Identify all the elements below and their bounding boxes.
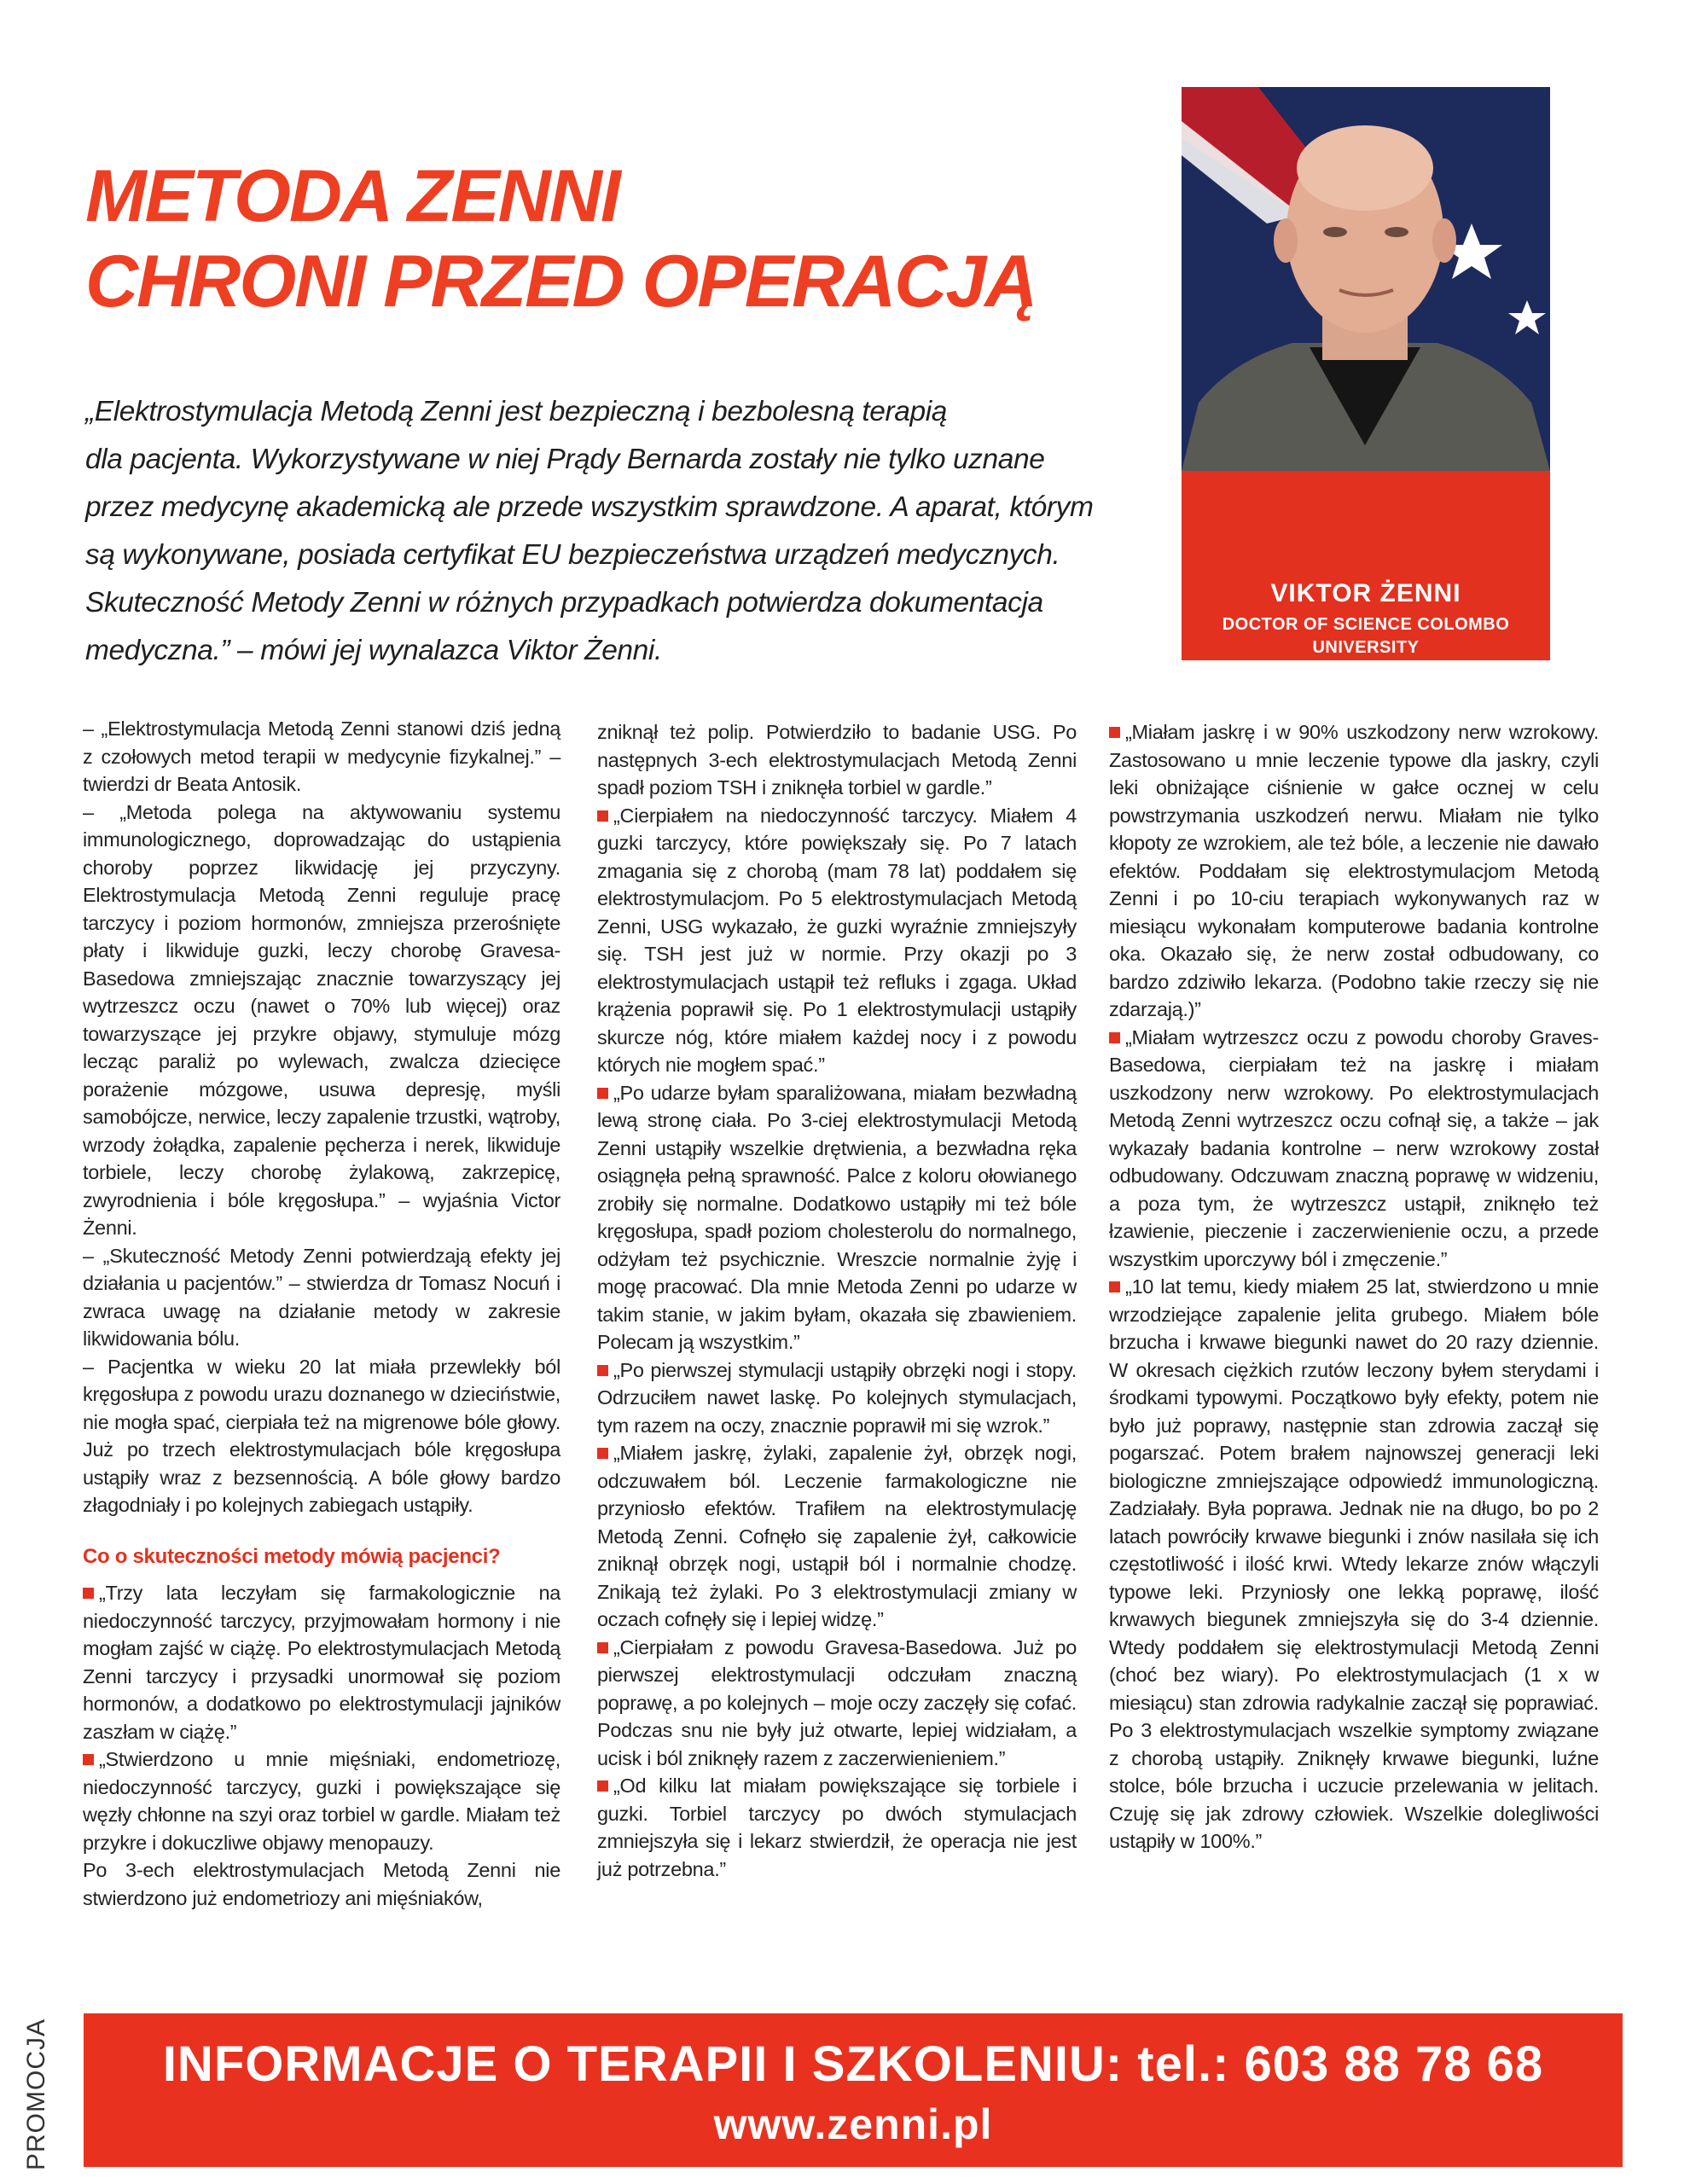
lead-quote: [85, 388, 1177, 675]
testimonial-text: „Od kilku lat miałam powiększające się torbiele i guzki. Torbiel tarczycy po dwóch stymulacjach zmniejszyła się i lekarz stwierdził, że operacja nie jest już potrzebna.”: [597, 1774, 1077, 1880]
testimonial-text: „Cierpiałam z powodu Gravesa-Basedowa. Już po pierwszej elektrostymulacji odczułam znaczną poprawę, a po kolejnych – moje oczy zaczęły się cofać. Podczas snu nie były już otwarte, lepiej widziałam, a ucisk i ból zniknęły razem z zaczerwienieniem.”: [597, 1635, 1077, 1769]
lead-line: są wykonywane, posiada certyfikat EU bezpieczeństwa urządzeń medycznych.: [85, 539, 1060, 571]
paragraph: Po 3-ech elektrostymulacjach Metodą Zenni nie stwierdzono już endometriozy ani mięśniaków,: [83, 1859, 560, 1909]
testimonial: [1109, 718, 1599, 1024]
bullet-square-icon: [83, 1588, 94, 1599]
portrait-photo: [1182, 87, 1550, 471]
title-line-2: CHRONI PRZED OPERACJĄ: [85, 241, 1037, 322]
banner-phone-line: INFORMACJE O TERAPII I SZKOLENIU: tel.: 603 88 78 68: [162, 2036, 1544, 2092]
portrait-caption: [1182, 473, 1550, 711]
bullet-square-icon: [597, 1780, 608, 1792]
testimonial: [597, 1634, 1077, 1773]
banner-website-link[interactable]: www.zenni.pl: [713, 2100, 993, 2148]
testimonial-text: „Po pierwszej stymulacji ustąpiły obrzęki nogi i stopy. Odrzuciłem nawet laskę. Po kolejnych stymulacjach, tym razem na oczy, znacznie poprawił mi się wzrok.”: [597, 1358, 1077, 1437]
testimonial: [1109, 1273, 1599, 1856]
bullet-square-icon: [597, 810, 608, 822]
lead-line: Skuteczność Metody Zenni w różnych przypadkach potwierdza dokumentacja: [85, 587, 1043, 619]
testimonial: [597, 1439, 1077, 1634]
title-line-1: METODA ZENNI: [85, 155, 619, 237]
person-name: VIKTOR ŻENNI: [1270, 579, 1461, 607]
paragraph: zniknął też polip. Potwierdziło to badanie USG. Po następnych 3-ech elektrostymulacjach Metodą Zenni spadł poziom TSH i zniknęła torbiel w gardle.”: [597, 721, 1077, 799]
testimonial: [1109, 1024, 1599, 1274]
testimonial-text: „Cierpiałem na niedoczynność tarczycy. Miałem 4 guzki tarczycy, które powiększały się. Po 7 latach zmagania się z chorobą (mam 78 lat) poddałem się elektrostymulacjom. Po 5 elektrostymulacjach Metodą Zenni, USG wykazało, że guzki wyraźnie zmniejszyły się. TSH jest już w normie. Przy okazji po 3 elektrostymulacjach ustąpił też refluks i zgaga. Układ krążenia poprawił się. Po 1 elektrostymulacji ustąpiły skurcze nóg, które miałem każdej nocy i z powodu których nie mogłem spać.”: [597, 804, 1077, 1076]
bullet-square-icon: [83, 1754, 94, 1765]
portrait-box: [1182, 87, 1550, 708]
bullet-square-icon: [1109, 727, 1120, 738]
paragraph: – „Elektrostymulacja Metodą Zenni stanowi dziś jedną z czołowych metod terapii w medycynie fizykalnej.” – twierdzi dr Beata Antosik.: [83, 717, 560, 795]
testimonial: [597, 1772, 1077, 1883]
bullet-square-icon: [597, 1088, 608, 1099]
testimonial-text: „10 lat temu, kiedy miałem 25 lat, stwierdzono u mnie wrzodziejące zapalenie jelita grubego. Miałem bóle brzucha i krwawe biegunki nawet do 20 razy dziennie. W okresach ciężkich rzutów leczony byłem sterydami i środkami typowymi. Początkowo były efekty, potem nie było już poprawy, następnie stan zdrowia zaczął się pogarszać. Potem brałem najnowszej generacji leki biologiczne zmniejszające odpowiedź immunologiczną. Zadziałały. Była poprawa. Jednak nie na długo, bo po 2 latach powróciły krwawe biegunki i znów nasilała się ich częstotliwość i ilość krwi. Wtedy lekarze znów włączyli typowe leki. Przyniosły one lekką poprawę, ilość krwawych biegunek zmniejszyła się do 3-4 dziennie. Wtedy poddałem się elektrostymulacji Metodą Zenni (choć bez wiary). Po elektrostymulacjach (1 x w miesiącu) stan zdrowia radykalnie zaczął się poprawiać. Po 3 elektrostymulacjach wszelkie symptomy związane z chorobą ustąpiły. Zniknęły krwawe biegunki, luźne stolce, bóle brzucha i uczucie przelewania w jelitach. Czuję się jak zdrowy człowiek. Wszelkie dolegliwości ustąpiły w 100%.”: [1109, 1275, 1599, 1852]
promo-label-text: PROMOCJA: [22, 2018, 50, 2171]
column-2: [597, 718, 1077, 1883]
testimonial-text: „Stwierdzono u mnie mięśniaki, endometriozę, niedoczynność tarczycy, guzki i powiększające się węzły chłonne na szyi oraz torbiel w gardle. Miałam też przykre i dokuczliwe objawy menopauzy.: [83, 1748, 560, 1854]
testimonial-text: „Miałam wytrzeszcz oczu z powodu choroby Graves-Basedowa, cierpiałam też na jaskrę i miałam uszkodzony nerw wzrokowy. Po elektrostymulacjach Metodą Zenni wytrzeszcz oczu cofnął się, a także – jak wykazały badania kontrolne – nerw wzrokowy został odbudowany. Odczuwam znaczną poprawę w widzeniu, a poza tym, że wytrzeszcz ustąpił, zniknęło też łzawienie, pieczenie i zaczerwienienie oczu, a przede wszystkim uporczywy ból i zmęczenie.”: [1109, 1025, 1599, 1270]
testimonial-text: „Miałem jaskrę, żylaki, zapalenie żył, obrzęk nogi, odczuwałem ból. Leczenie farmakologiczne nie przyniosło efektów. Trafiłem na elektrostymulację Metodą Zenni. Cofnęło się zapalenie żył, całkowicie zniknął obrzęk nogi, ustąpił ból i normalnie chodzę. Znikają też żylaki. Po 3 elektrostymulacji zmiany w oczach cofnęły się i lepiej widzę.”: [597, 1442, 1077, 1630]
bullet-square-icon: [1109, 1281, 1120, 1292]
paragraph: – „Skuteczność Metody Zenni potwierdzają efekty jej działania u pacjentów.” – stwierdza dr Tomasz Nocuń i zwraca uwagę na działanie metody w zakresie likwidowania bólu.: [83, 1244, 560, 1350]
article-title: [85, 154, 1109, 324]
testimonial: [597, 1356, 1077, 1440]
lead-line: „Elektrostymulacja Metodą Zenni jest bezpieczną i bezbolesną terapią: [85, 396, 947, 427]
section-subhead: Co o skuteczności metody mówią pacjenci?: [83, 1544, 501, 1568]
bullet-square-icon: [1109, 1032, 1120, 1043]
lead-line: dla pacjenta. Wykorzystywane w niej Prądy Bernarda zostały nie tylko uznane: [85, 444, 1045, 475]
bullet-square-icon: [597, 1365, 608, 1376]
testimonial: [83, 1745, 560, 1856]
paragraph: – „Metoda polega na aktywowaniu systemu immunologicznego, doprowadzając do ustąpienia choroby poprzez likwidację jej przyczyny. Elektrostymulacja Metodą Zenni reguluje pracę tarczycy i poziom hormonów, zmniejsza przerośnięte płaty i likwiduje guzki, leczy chorobę Gravesa-Basedowa zmniejszając znacznie towarzyszący jej wytrzeszcz oczu (nawet o 70% lub więcej) oraz towarzyszące jej przykre objawy, stymuluje mózg lecząc paraliż po wylewach, zwalcza dziecięce porażenie mózgowe, usuwa depresję, myśli samobójcze, nerwice, leczy zapalenie trzustki, wątroby, wrzody żołądka, zapalenie pęcherza i nerek, likwiduje torbiele, leczy chorobę żylakową, zakrzepicę, zwyrodnienia i bóle kręgosłupa.” – wyjaśnia Victor Żenni.: [83, 800, 560, 1239]
testimonial: [597, 802, 1077, 1079]
column-1: [83, 715, 560, 1912]
contact-banner: [84, 2013, 1623, 2167]
lead-line: medyczna.” – mówi jej wynalazca Viktor Żenni.: [85, 635, 662, 666]
portrait-illustration: [1182, 87, 1550, 471]
testimonial: [83, 1579, 560, 1745]
testimonial-text: „Po udarze byłam sparaliżowana, miałam bezwładną lewą stronę ciała. Po 3-ciej elektrostymulacji Metodą Zenni ustąpiły wszelkie drętwienia, a bezwładna ręka osiągnęła pełną sprawność. Palce z koloru ołowianego zrobiły się normalne. Dodatkowo ustąpiły mi też bóle kręgosłupa, spadł poziom cholesterolu do normalnego, odżyłam też psychicznie. Wreszcie normalnie żyję i mogę pracować. Dla mnie Metoda Zenni po udarze w takim stanie, w jakim byłam, okazała się zbawieniem. Polecam ją wszystkim.”: [597, 1081, 1077, 1353]
testimonial-text: „Trzy lata leczyłam się farmakologicznie na niedoczynność tarczycy, przyjmowałam hormony i nie mogłam zajść w ciążę. Po elektrostymulacjach Metodą Zenni tarczycy i przysadki unormował się poziom hormonów, a dodatkowo po elektrostymulacji jajników zaszłam w ciążę.”: [83, 1582, 560, 1743]
paragraph: – Pacjentka w wieku 20 lat miała przewlekły ból kręgosłupa z powodu urazu doznanego w dzieciństwie, nie mogła spać, cierpiała też na migrenowe bóle głowy. Już po trzech elektrostymulacjach bóle kręgosłupa ustąpiły wraz z bezsennością. A bóle głowy bardzo złagodniały i po kolejnych zabiegach ustąpiły.: [83, 1355, 560, 1516]
testimonial-text: „Miałam jaskrę i w 90% uszkodzony nerw wzrokowy. Zastosowano u mnie leczenie typowe dla jaskry, czyli leki obniżające ciśnienie w gałce ocznej w celu powstrzymania uszkodzeń nerwu. Miałam nie tylko kłopoty ze wzrokiem, ale też bóle, a leczenie nie dawało efektów. Poddałam się elektrostymulacjom Metodą Zenni i po 10-ciu terapiach wykonywanych raz w miesiącu wykonałam komputerowe badania kontrolne oka. Okazało się, że nerw został odbudowany, co bardzo zdziwiło lekarza. (Podobno takie rzeczy się nie zdarzają.)”: [1109, 721, 1599, 1020]
bullet-square-icon: [597, 1448, 608, 1459]
lead-line: przez medycynę akademicką ale przede wszystkim sprawdzone. A aparat, którym: [85, 491, 1094, 523]
promo-side-label: [15, 2018, 58, 2171]
person-degree: DOCTOR OF SCIENCE COLOMBO UNIVERSITY: [1222, 615, 1510, 657]
testimonial: [597, 1079, 1077, 1356]
column-3: [1109, 718, 1599, 1856]
person-note: – Uczy swojej metody i prowadzi 8 gabinetów w Polsce: [1182, 667, 1549, 708]
bullet-square-icon: [597, 1642, 608, 1653]
